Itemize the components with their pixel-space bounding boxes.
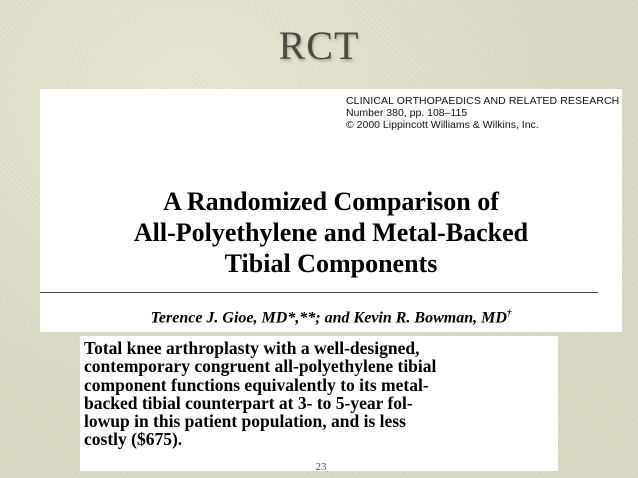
slide-title: RCT [278, 23, 360, 68]
conclusion-line: Total knee arthroplasty with a well-designed, [84, 338, 420, 358]
journal-copyright: © 2000 Lippincott Williams & Wilkins, Inc. [346, 119, 539, 131]
journal-issue: Number 380, pp. 108–115 [346, 107, 468, 119]
article-title [40, 186, 622, 279]
article-title-line: A Randomized Comparison of [163, 187, 499, 216]
conclusion-clipping [80, 336, 558, 471]
conclusion-text [84, 339, 554, 449]
article-header-clipping [40, 89, 622, 332]
conclusion-line: costly ($675). [84, 429, 183, 450]
journal-name: CLINICAL ORTHOPAEDICS AND RELATED RESEARCH [346, 95, 620, 107]
conclusion-line: lowup in this patient population, and is less [84, 411, 406, 432]
article-title-line: Tibial Components [224, 249, 438, 278]
page-number: 23 [315, 461, 327, 473]
conclusion-line: contemporary congruent all-polyethylene tibial [84, 356, 437, 377]
article-authors [40, 308, 622, 327]
divider-rule [40, 292, 598, 293]
article-title-line: All-Polyethylene and Metal-Backed [133, 218, 529, 247]
conclusion-line: backed tibial counterpart at 3- to 5-year fol- [84, 392, 413, 413]
journal-info [346, 95, 619, 131]
authors-text: Terence J. Gioe, MD*,**; and Kevin R. Bowman, MD [150, 309, 507, 327]
conclusion-line: component functions equivalently to its metal- [84, 374, 429, 395]
authors-footnote-mark: † [506, 308, 512, 318]
